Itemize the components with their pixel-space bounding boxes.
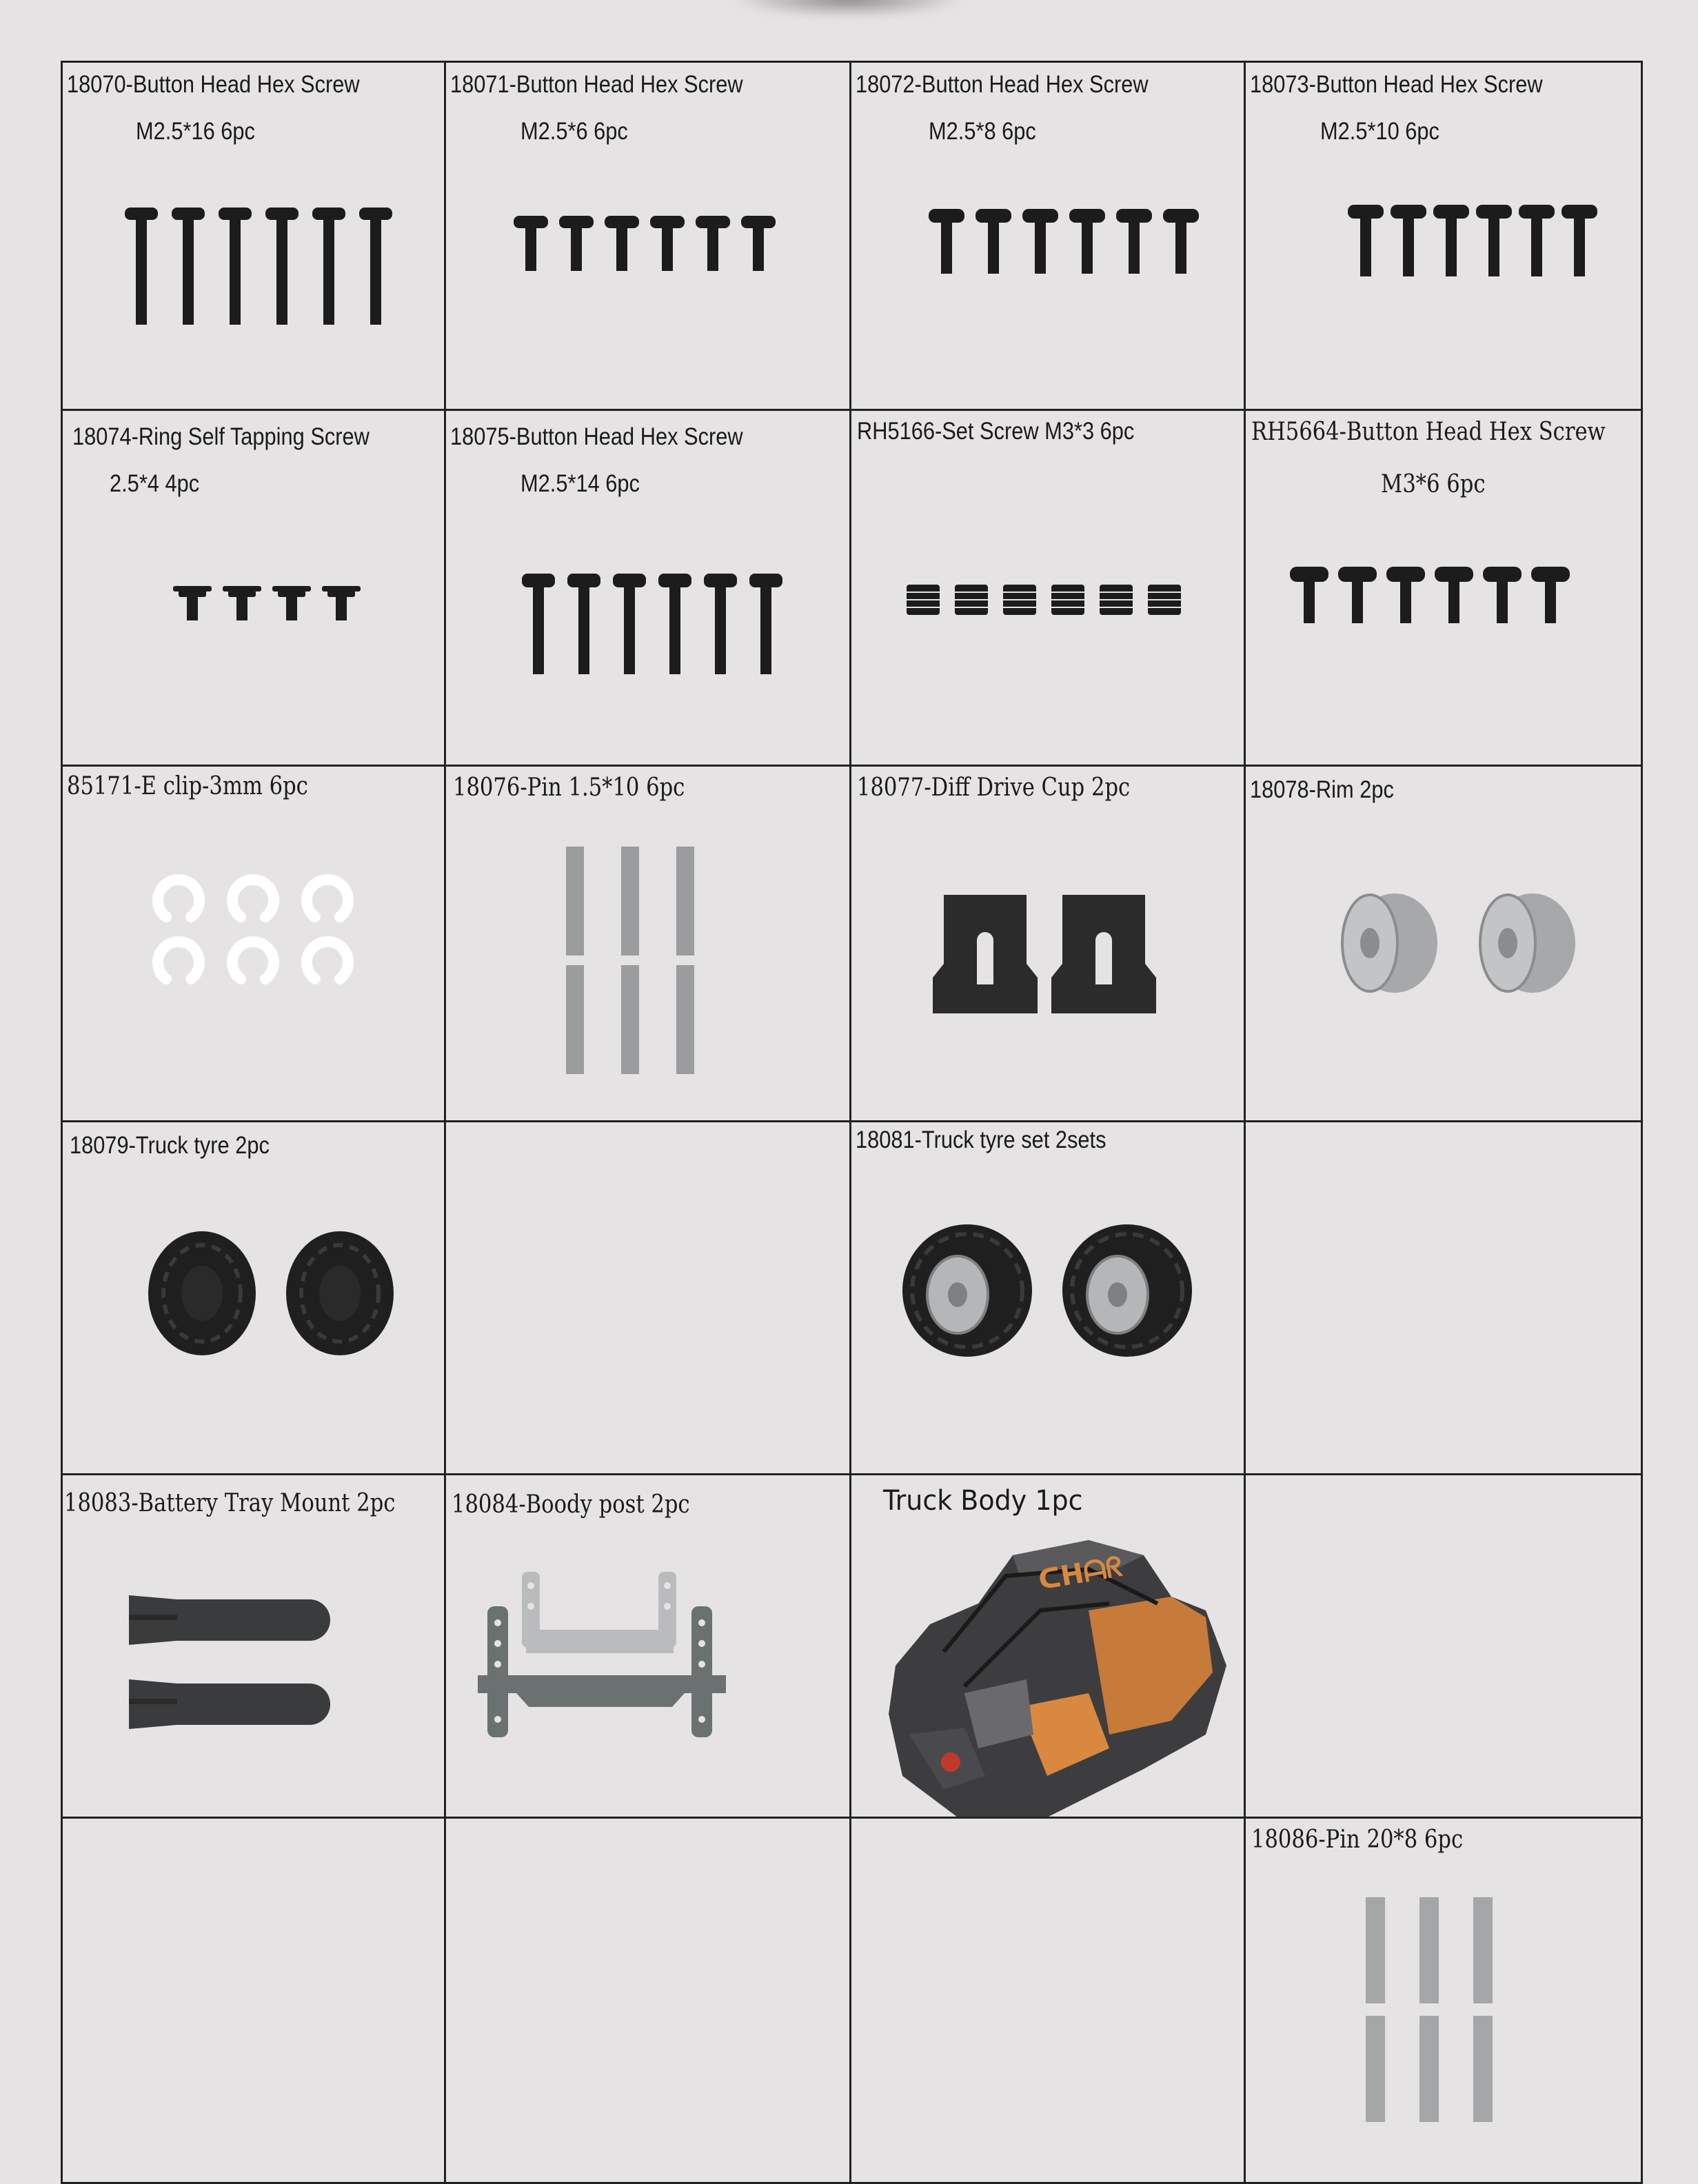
part-title: 18072-Button Head Hex Screw	[856, 71, 1149, 98]
diff-cup-illustration	[933, 895, 1167, 1016]
screw-illustration	[1348, 205, 1624, 281]
part-title: RH5664-Button Head Hex Screw	[1251, 418, 1606, 446]
part-cell-18077	[851, 767, 1246, 1122]
screw-illustration	[929, 209, 1204, 278]
e-clip-illustration	[151, 874, 358, 998]
part-title: 18074-Ring Self Tapping Screw	[72, 423, 370, 450]
part-cell-18083	[63, 1475, 446, 1819]
part-title: 18071-Button Head Hex Screw	[450, 71, 743, 98]
body-decal-logo: ᑕᕼᗩᖇ	[1035, 1550, 1125, 1597]
blurred-page-heading	[731, 0, 965, 18]
part-title: 18075-Button Head Hex Screw	[450, 423, 743, 450]
empty-cell	[851, 1819, 1246, 2184]
tyre-set-illustration	[902, 1223, 1192, 1361]
part-title: Truck Body 1pc	[883, 1485, 1083, 1517]
body-post-illustration	[478, 1572, 740, 1737]
part-title: 18070-Button Head Hex Screw	[67, 71, 360, 98]
screw-illustration	[173, 586, 373, 627]
part-cell-18079	[63, 1122, 446, 1475]
part-cell-truck-body	[851, 1475, 1246, 1819]
part-cell-rh5166	[851, 411, 1246, 767]
screw-illustration	[125, 208, 401, 332]
part-cell-18076	[446, 767, 851, 1122]
part-spec: M2.5*14 6pc	[520, 470, 640, 497]
part-cell-85171	[63, 767, 446, 1122]
parts-table	[61, 61, 1643, 2184]
part-title: 18073-Button Head Hex Screw	[1250, 71, 1543, 98]
battery-mount-illustration	[129, 1595, 336, 1733]
empty-cell	[446, 1819, 851, 2184]
part-cell-18084	[446, 1475, 851, 1819]
part-title: 18077-Diff Drive Cup 2pc	[857, 774, 1131, 802]
part-title: 18076-Pin 1.5*10 6pc	[453, 774, 685, 802]
set-screw-illustration	[907, 585, 1189, 619]
part-title: RH5166-Set Screw M3*3 6pc	[857, 418, 1135, 445]
empty-cell	[1246, 1122, 1643, 1475]
part-spec: M3*6 6pc	[1381, 470, 1486, 498]
pin-illustration	[1366, 1897, 1504, 2125]
part-cell-18086	[1246, 1819, 1643, 2184]
part-title: 18081-Truck tyre set 2sets	[856, 1126, 1106, 1153]
empty-cell	[63, 1819, 446, 2184]
part-title: 85171-E clip-3mm 6pc	[67, 772, 308, 800]
screw-illustration	[1290, 567, 1579, 629]
part-cell-18075	[446, 411, 851, 767]
part-spec: M2.5*10 6pc	[1320, 118, 1439, 145]
part-cell-18071	[446, 63, 851, 411]
screw-illustration	[514, 216, 789, 278]
rim-illustration	[1328, 888, 1577, 998]
empty-cell	[446, 1122, 851, 1475]
part-cell-18074	[63, 411, 446, 767]
part-cell-18081	[851, 1122, 1246, 1475]
part-title: 18083-Battery Tray Mount 2pc	[64, 1489, 396, 1517]
part-cell-rh5664	[1246, 411, 1643, 767]
part-spec: M2.5*6 6pc	[520, 118, 628, 145]
part-title: 18086-Pin 20*8 6pc	[1251, 1826, 1464, 1854]
part-spec: 2.5*4 4pc	[110, 470, 200, 497]
tyre-illustration	[148, 1230, 403, 1361]
part-cell-18070	[63, 63, 446, 411]
truck-body-illustration	[882, 1528, 1233, 1817]
part-title: 18079-Truck tyre 2pc	[70, 1132, 270, 1159]
part-cell-18078	[1246, 767, 1643, 1122]
part-spec: M2.5*16 6pc	[136, 118, 255, 145]
screw-illustration	[522, 574, 798, 678]
part-spec: M2.5*8 6pc	[929, 118, 1036, 145]
part-cell-18072	[851, 63, 1246, 411]
pin-illustration	[566, 847, 704, 1077]
empty-cell	[1246, 1475, 1643, 1819]
part-cell-18073	[1246, 63, 1643, 411]
part-title: 18084-Boody post 2pc	[452, 1490, 690, 1519]
part-title: 18078-Rim 2pc	[1250, 776, 1394, 803]
